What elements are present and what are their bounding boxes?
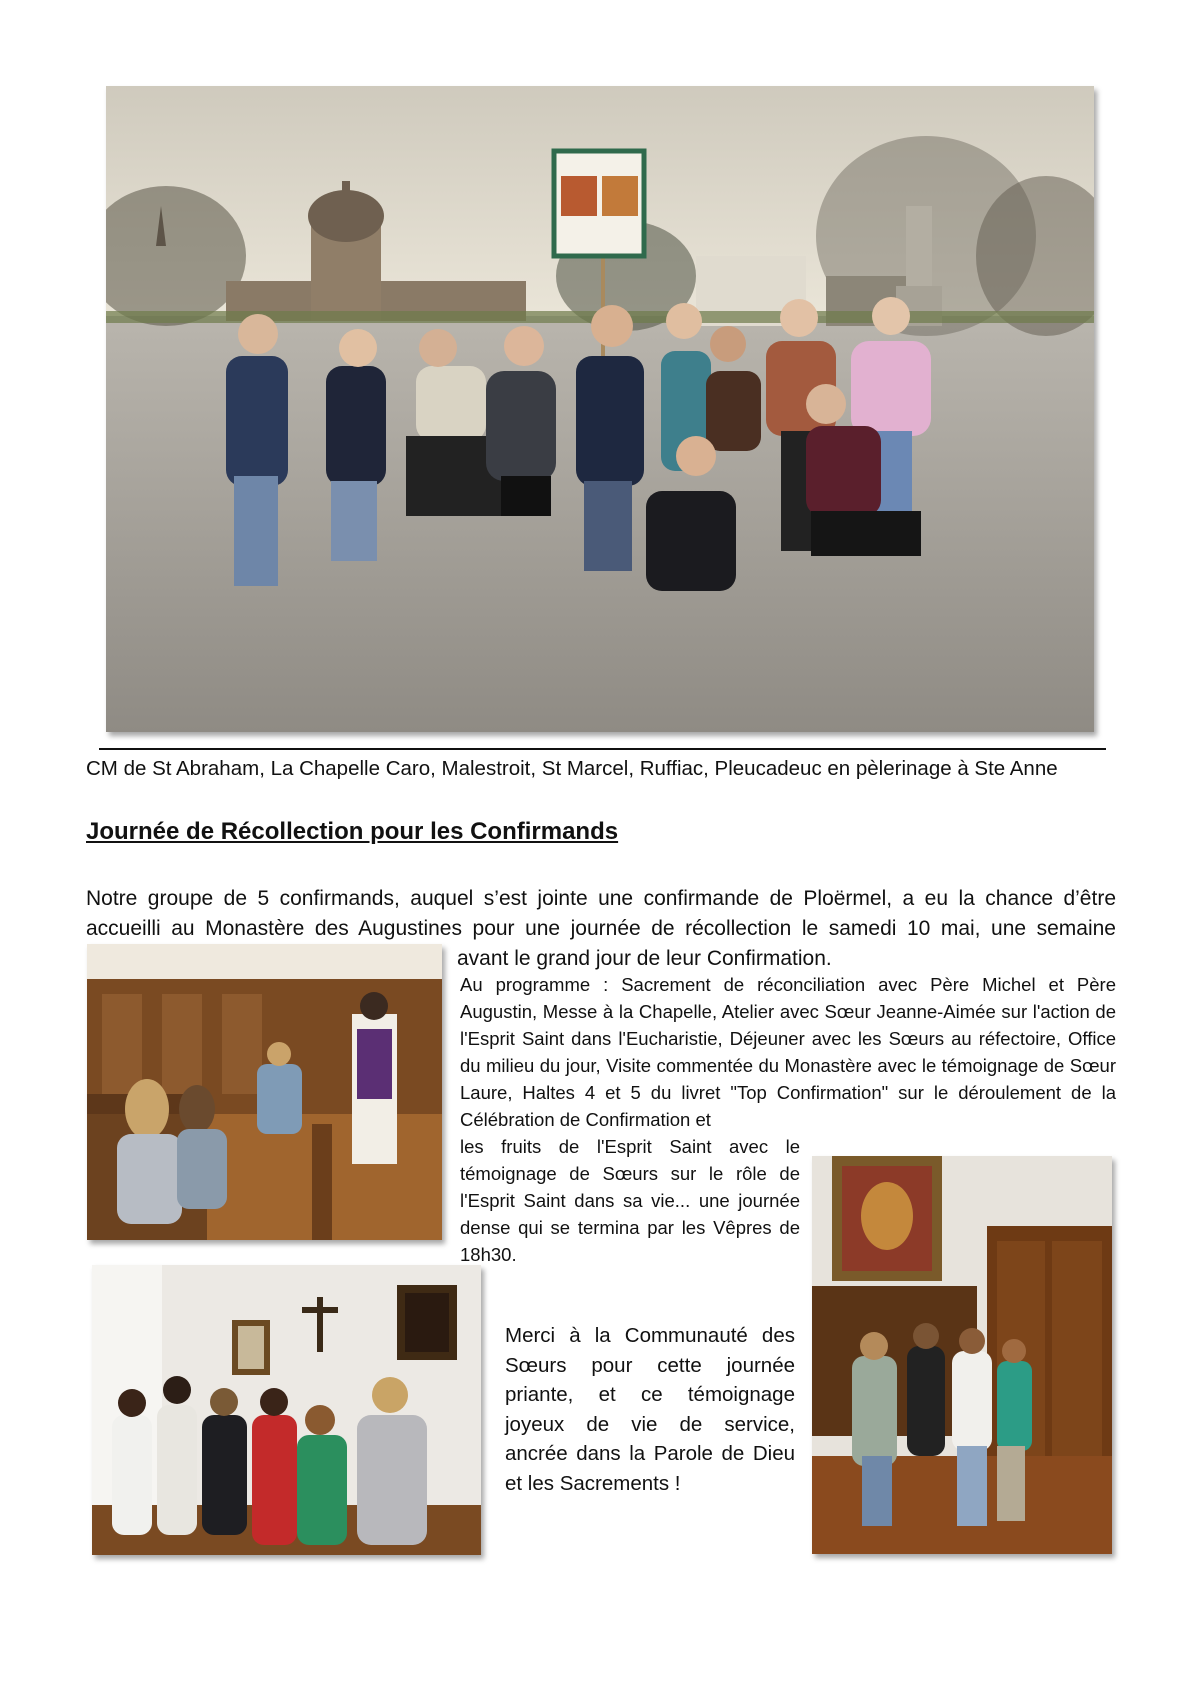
monastery-scene [812, 1156, 1112, 1554]
parlour-scene [92, 1265, 481, 1555]
caption-rule [99, 748, 1106, 750]
thanks-paragraph: Merci à la Communauté des Sœurs pour cette journée priante, et ce témoignage joyeux de vie de service, ancrée dans la Parole de Dieu et les Sacrements ! [505, 1324, 795, 1495]
intro-paragraph: Notre groupe de 5 confirmands, auquel s’est jointe une confirmande de Ploërmel, a eu la chance d’être accueilli au Monastère des Augustines pour une journée de récollection le samedi 10 mai, une semaine [86, 887, 1116, 940]
pilgrimage-scene [106, 86, 1094, 732]
programme-paragraph-continued: les fruits de l'Esprit Saint avec le témoignage de Sœurs sur le rôle de l'Esprit Saint dans sa vie... une journée dense qui se termina par les Vêpres de 18h30. [460, 1136, 800, 1265]
section-heading: Journée de Récollection pour les Confirmands [86, 818, 619, 845]
photo-parlour-sisters [92, 1265, 481, 1555]
photo-monastery-visit [812, 1156, 1112, 1554]
programme-paragraph: Au programme : Sacrement de réconciliation avec Père Michel et Père Augustin, Messe à la Chapelle, Atelier avec Sœur Jeanne-Aimée sur l'action de l'Esprit Saint dans l'Eucharistie, Déjeuner avec les Sœurs au réfectoire, Office du milieu du jour, Visite commentée du Monastère avec le témoignage de Sœur Laure, Haltes 4 et 5 du livret "Top Confirmation" sur le déroulement de la Célébration de Confirmation et [460, 974, 1116, 1130]
photo-caption: CM de St Abraham, La Chapelle Caro, Malestroit, St Marcel, Ruffiac, Pleucadeuc en pèlerinage à Ste Anne [86, 757, 1058, 780]
intro-paragraph-end: avant le grand jour de leur Confirmation. [457, 947, 832, 970]
photo-pilgrimage-group [106, 86, 1094, 732]
chapel-scene [87, 944, 442, 1240]
photo-chapel-confession [87, 944, 442, 1240]
